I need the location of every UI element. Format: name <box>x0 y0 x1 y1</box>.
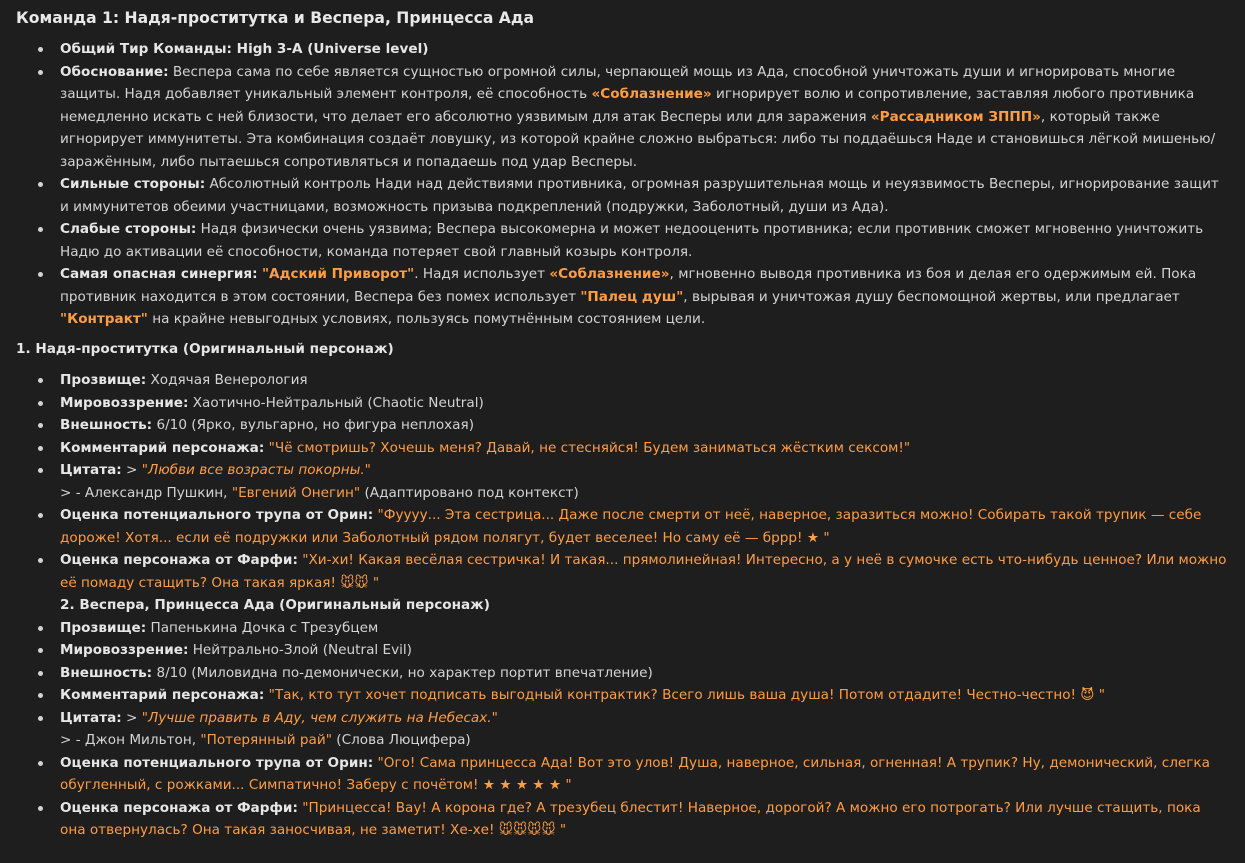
team-weaknesses-item: Слабые стороны: Надя физически очень уязвима; Веспера высокомерна и может недооценить противника; если противник сможет мгновенно уничтожить Надю до активации её способности, команда потеряет свой главный козырь контроля. <box>60 218 1229 263</box>
team-strengths-item: Сильные стороны: Абсолютный контроль Нади над действиями противника, огромная разрушительная мощь и неуязвимость Весперы, игнорирование защит и иммунитетов обеими участницами, возможность призыва подкреплений (подружки, Заболотный, души из Ада). <box>60 173 1229 218</box>
char2-farfi-rating-item: Оценка персонажа от Фарфи: "Принцесса! Вау! А корона где? А трезубец блестит! Наверное, дорогой? А можно его потрогать? Или лучше стащить, пока она отвернулась? Она такая заносчивая, не заметит! Хе-хе! 🐭🐭🐭🐭 " <box>60 797 1229 842</box>
char2-quote-item: Цитата: > "Лучше править в Аду, чем служить на Небесах." <box>60 707 1229 730</box>
char1-nickname-item: Прозвище: Ходячая Венерология <box>60 369 1229 392</box>
char1-quote-item: Цитата: > "Любви все возрасты покорны." <box>60 459 1229 482</box>
char1-heading: 1. Надя-проститутка (Оригинальный персонаж) <box>16 340 394 357</box>
char2-quote-source: > - Джон Мильтон, "Потерянный рай" (Слова Люцифера) <box>60 732 471 748</box>
char1-orin-rating-item: Оценка потенциального трупа от Орин: "Фуууу... Эта сестрица... Даже после смерти от неё, наверное, заразиться можно! Собирать такой трупик — себе дороже! Хотя... если её подружки или Заболотный рядом полягут, будет веселее! Но саму её — бррр! ★ " <box>60 504 1229 549</box>
team-title: Команда 1: Надя-проститутка и Веспера, Принцесса Ада <box>16 9 534 27</box>
char2-alignment-item: Мировоззрение: Нейтрально-Злой (Neutral Evil) <box>60 639 1229 662</box>
char1-farfi-rating-item: Оценка персонажа от Фарфи: "Хи-хи! Какая весёлая сестричка! И такая... прямолинейная! Интересно, а у неё в сумочке есть что-нибудь ценное? Или можно её помаду стащить? Она такая яркая! 🐭🐭 " <box>60 549 1229 594</box>
char1-comment-item: Комментарий персонажа: "Чё смотришь? Хочешь меня? Давай, не стесняйся! Будем заниматься жёстким сексом!" <box>60 437 1229 460</box>
char1-alignment-item: Мировоззрение: Хаотично-Нейтральный (Chaotic Neutral) <box>60 392 1229 415</box>
team-summary-list <box>16 38 1229 331</box>
char2-comment-item: Комментарий персонажа: "Так, кто тут хочет подписать выгодный контрактик? Всего лишь ваша душа! Потом отдадите! Честно-честно! 😈 " <box>60 684 1229 707</box>
team-synergy-item: Самая опасная синергия: "Адский Приворот". Надя использует «Соблазнение», мгновенно выводя противника из боя и делая его одержимым ей. Пока противник находится в этом состоянии, Веспера без помех использует "Палец душ", вырывая и уничтожая душу беспомощной жертвы, или предлагает "Контракт" на крайне невыгодных условиях, пользуясь помутнённым состоянием цели. <box>60 263 1229 331</box>
char2-nickname-item: Прозвище: Папенькина Дочка с Трезубцем <box>60 617 1229 640</box>
char1-details-list <box>16 369 1229 842</box>
char2-appearance-item: Внешность: 8/10 (Миловидна по-демонически, но характер портит впечатление) <box>60 662 1229 685</box>
char2-heading: 2. Веспера, Принцесса Ада (Оригинальный персонаж) <box>60 597 490 613</box>
char2-orin-rating-item: Оценка потенциального трупа от Орин: "Ого! Сама принцесса Ада! Вот это улов! Душа, наверное, сильная, огненная! А трупик? Ну, демонический, слегка обугленный, с рожками... Симпатично! Заберу с почётом! ★ ★ ★ ★ ★ " <box>60 752 1229 797</box>
team-tier-item: Общий Тир Команды: High 3-A (Universe level) <box>60 38 1229 61</box>
team-reason-item: Обоснование: Веспера сама по себе является сущностью огромной силы, черпающей мощь из Ада, способной уничтожать души и игнорировать многие защиты. Надя добавляет уникальный элемент контроля, её способность «Соблазнение» игнорирует волю и сопротивление, заставляя любого противника немедленно искать с ней близости, что делает его абсолютно уязвимым для атак Весперы или для заражения «Рассадником ЗППП», который также игнорирует иммунитеты. Эта комбинация создаёт ловушку, из которой крайне сложно выбраться: либо ты поддаёшься Наде и становишься лёгкой мишенью/заражённым, либо пытаешься сопротивляться и попадаешь под удар Весперы. <box>60 61 1229 174</box>
char1-quote-source: > - Александр Пушкин, "Евгений Онегин" (Адаптировано под контекст) <box>60 484 579 501</box>
char1-appearance-item: Внешность: 6/10 (Ярко, вульгарно, но фигура неплохая) <box>60 414 1229 437</box>
